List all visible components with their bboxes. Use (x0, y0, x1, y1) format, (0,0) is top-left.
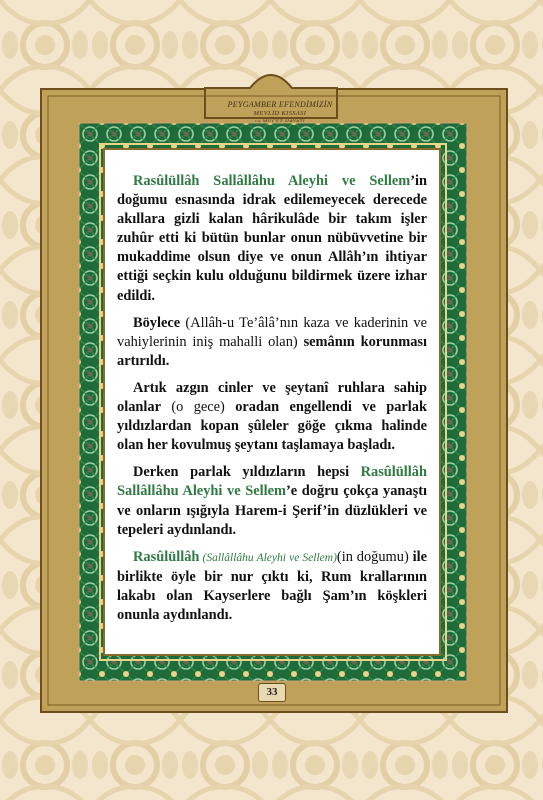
text-segment: (Allâh-u Te’âlâ’nın kaza ve kaderinin ve vahiylerinin iniş mahalli olan) (117, 314, 427, 350)
text-segment: ’e doğru çokça yanaştı ve onların ışığıyla Harem-i Şerif’in düzlükleri ve tepeleri aydınlandı. (117, 483, 427, 538)
text-segment: (in doğumu) (336, 548, 413, 565)
header-line-2: MEVLİD KISSASI (253, 110, 307, 117)
text-segment: Rasûlüllâh (133, 548, 200, 565)
page-number: 33 (258, 683, 286, 702)
paragraph-4 (117, 463, 427, 539)
text-segment: Derken parlak yıldızların hepsi (133, 464, 361, 481)
text-segment: oradan engellendi ve parlak yıldızlardan kopan şûleler göğe çıkma halinde olan her kovulmuş şeytanı taşlamaya başladı. (117, 399, 427, 454)
text-segment: (Sallâllâhu Aleyhi ve Sellem) (199, 551, 337, 564)
text-panel (103, 148, 441, 656)
body-text (117, 172, 427, 625)
text-segment: semânın korunması artırıldı. (117, 333, 427, 369)
header-line-1: PEYGAMBER EFENDİMİZİN (227, 100, 333, 109)
paragraph-1 (117, 172, 427, 306)
paragraph-5 (117, 548, 427, 625)
text-segment: Rasûlüllâh Sallâllâhu Aleyhi ve Sellem (117, 464, 427, 500)
text-segment: (o gece) (160, 399, 236, 416)
text-segment: Böylece (133, 314, 181, 331)
text-segment: ile birlikte öyle bir nur çıktı ki, Rum krallarının lakabı olan Kayserlere bağlı Şam’ın köşkleri onunla aydınlandı. (117, 548, 427, 623)
text-segment: ’in doğumu esnasında idrak edilemeyecek derecede akıllara gizli kalan hârikulâde bir takım işler zuhûr etti ki bütün bunlar onun nübüvvetine bir mukaddime olsun diye ve onun Allâh’ın ihtiyar ettiği seçkin kulu olduğunu bildirmek üzere izhar edildi. (117, 173, 427, 304)
paragraph-3 (117, 379, 427, 455)
paragraph-2 (117, 314, 427, 371)
text-segment: Artık azgın cinler ve şeytanî ruhlara sahip olanlar (117, 379, 427, 416)
text-segment: Rasûlüllâh Sallâllâhu Aleyhi ve Sellem (133, 173, 411, 189)
